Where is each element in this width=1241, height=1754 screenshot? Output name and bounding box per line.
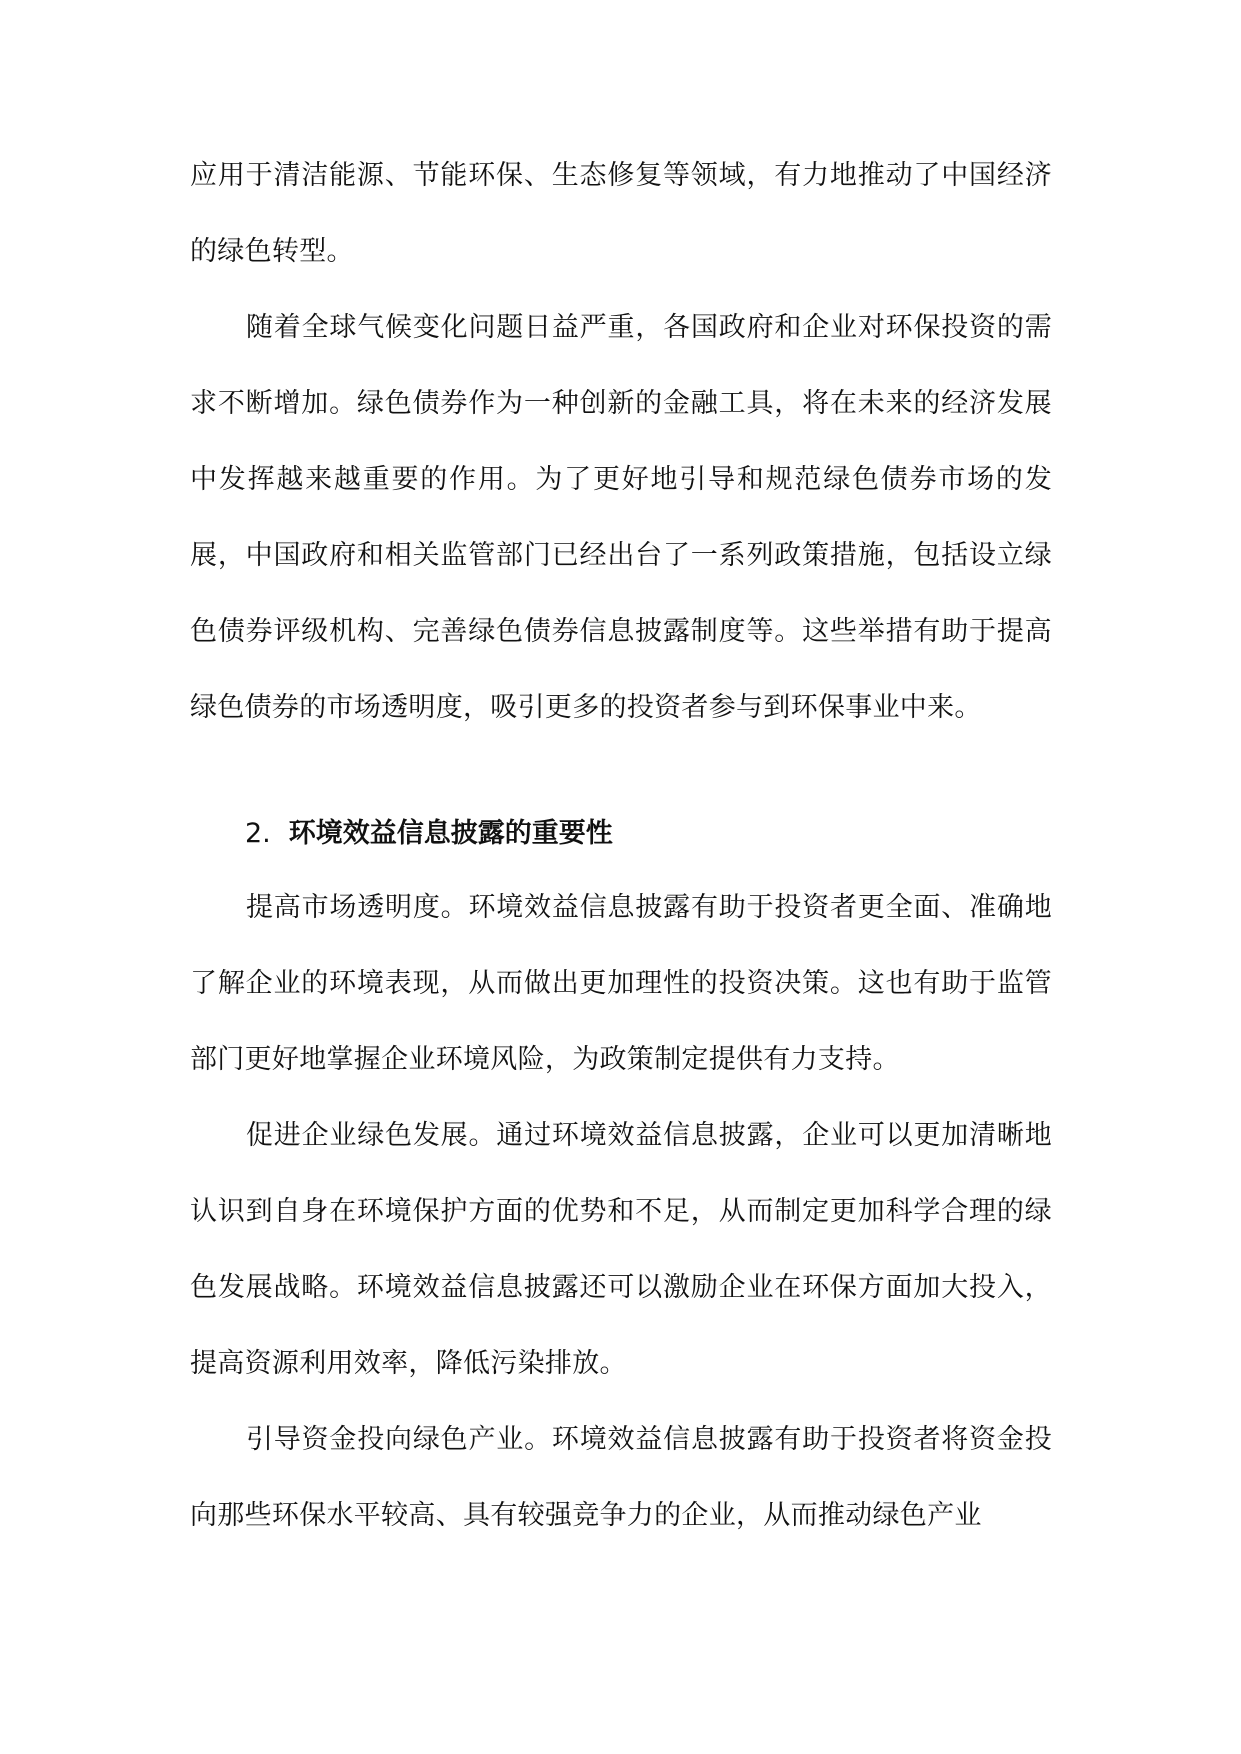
document-page <box>190 138 1052 1554</box>
section-title: 环境效益信息披露的重要性 <box>288 818 613 849</box>
paragraph-continuation: 应用于清洁能源、节能环保、生态修复等领域，有力地推动了中国经济的绿色转型。 <box>190 160 1052 267</box>
paragraph-capital-guidance: 引导资金投向绿色产业。环境效益信息披露有助于投资者将资金投向那些环保水平较高、具有较强竞争力的企业，从而推动绿色产业 <box>190 1424 1052 1531</box>
paragraph-green-bond-policy: 随着全球气候变化问题日益严重，各国政府和企业对环保投资的需求不断增加。绿色债券作为一种创新的金融工具，将在未来的经济发展中发挥越来越重要的作用。为了更好地引导和规范绿色债券市场的发展，中国政府和相关监管部门已经出台了一系列政策措施，包括设立绿色债券评级机构、完善绿色债券信息披露制度等。这些举措有助于提高绿色债券的市场透明度，吸引更多的投资者参与到环保事业中来。 <box>190 312 1052 723</box>
paragraph-green-development: 促进企业绿色发展。通过环境效益信息披露，企业可以更加清晰地认识到自身在环境保护方面的优势和不足，从而制定更加科学合理的绿色发展战略。环境效益信息披露还可以激励企业在环保方面加大投入，提高资源利用效率，降低污染排放。 <box>190 1120 1052 1379</box>
section-spacer <box>190 746 1052 804</box>
paragraph-market-transparency: 提高市场透明度。环境效益信息披露有助于投资者更全面、准确地了解企业的环境表现，从而做出更加理性的投资决策。这也有助于监管部门更好地掌握企业环境风险，为政策制定提供有力支持。 <box>190 892 1052 1075</box>
section-heading <box>190 804 1052 864</box>
section-number: 2. <box>245 818 271 849</box>
